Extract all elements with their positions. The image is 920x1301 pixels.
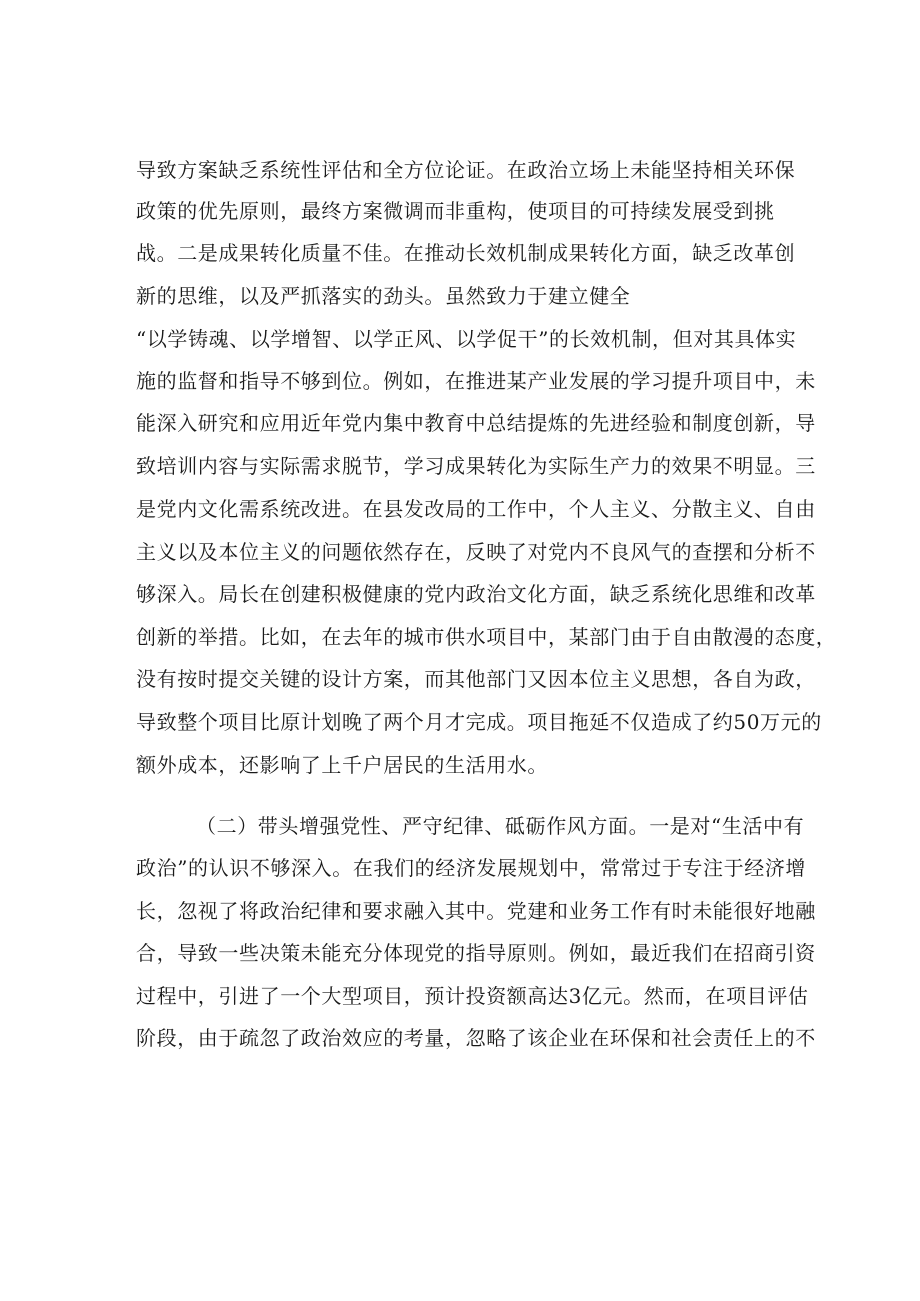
body-text-line: 长，忽视了将政治纪律和要求融入其中。党建和业务工作有时未能很好地融 [136, 899, 816, 923]
body-text-line: 施的监督和指导不够到位。例如，在推进某产业发展的学习提升项目中，未 [136, 369, 816, 393]
body-text-line: 致培训内容与实际需求脱节，学习成果转化为实际生产力的效果不明显。三 [136, 454, 816, 478]
body-text-line: 政治”的认识不够深入。在我们的经济发展规划中，常常过于专注于经济增 [136, 856, 807, 880]
body-text-line: 导致整个项目比原计划晚了两个月才完成。项目拖延不仅造成了约50万元的 [136, 710, 822, 734]
body-text-line: 过程中，引进了一个大型项目，预计投资额高达3亿元。然而，在项目评估 [136, 984, 809, 1008]
body-text-line: 新的思维，以及严抓落实的劲头。虽然致力于建立健全 [136, 284, 631, 308]
body-text-line: 合，导致一些决策未能充分体现党的指导原则。例如，最近我们在招商引资 [136, 941, 816, 965]
body-text-line: 主义以及本位主义的问题依然存在，反映了对党内不良风气的查摆和分析不 [136, 540, 816, 564]
body-text-line: 战。二是成果转化质量不佳。在推动长效机制成果转化方面，缺乏改革创 [136, 241, 796, 265]
body-text-line: 能深入研究和应用近年党内集中教育中总结提炼的先进经验和制度创新，导 [136, 411, 816, 435]
section-heading-line: （二）带头增强党性、严守纪律、砥砺作风方面。一是对“生活中有 [196, 814, 805, 838]
body-text-line: 是党内文化需系统改进。在县发改局的工作中，个人主义、分散主义、自由 [136, 497, 816, 521]
body-text-line: 没有按时提交关键的设计方案，而其他部门又因本位主义思想，各自为政， [136, 667, 816, 691]
body-text-line: 够深入。局长在创建积极健康的党内政治文化方面，缺乏系统化思维和改革 [136, 582, 816, 606]
body-text-line: 创新的举措。比如，在去年的城市供水项目中，某部门由于自由散漫的态度， [136, 625, 837, 649]
body-text-line: 阶段，由于疏忽了政治效应的考量，忽略了该企业在环保和社会责任上的不 [136, 1026, 816, 1050]
body-text-line: “以学铸魂、以学增智、以学正风、以学促干”的长效机制，但对其具体实 [136, 327, 797, 351]
body-text-line: 政策的优先原则，最终方案微调而非重构，使项目的可持续发展受到挑 [136, 199, 775, 223]
body-text-line: 额外成本，还影响了上千户居民的生活用水。 [136, 753, 548, 777]
body-text-line: 导致方案缺乏系统性评估和全方位论证。在政治立场上未能坚持相关环保 [136, 158, 796, 182]
